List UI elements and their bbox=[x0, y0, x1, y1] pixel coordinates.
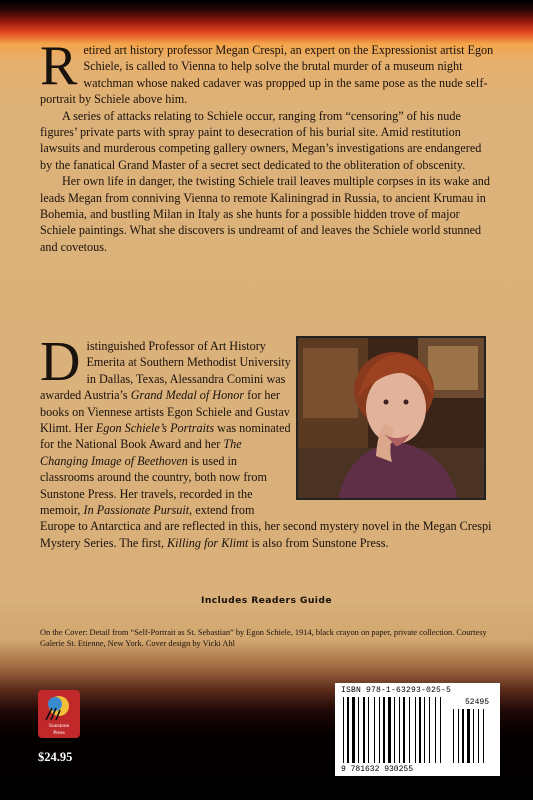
synopsis bbox=[40, 35, 494, 255]
barcode-bars bbox=[335, 683, 500, 776]
synopsis-paragraph-2: A series of attacks relating to Schiele occur, ranging from “censoring” of his nude figures’ private parts with spray paint to desecration of his burial site. Amid restitution lawsuits and murderous competing gallery owners, Megan’s investigations are endangered by the fanatical Grand Master of a secret sect dedicated to the obliteration of obscenity. bbox=[40, 108, 482, 172]
sunstone-logo-icon bbox=[38, 690, 80, 738]
dropcap-r: R bbox=[40, 35, 78, 97]
synopsis-paragraph-3: Her own life in danger, the twisting Schiele trail leaves multiple corpses in its wake and leads Megan from conniving Vienna to remote Kaliningrad in Russia, to ancient Krumau in Bohemia, and bustling Milan in Italy as she hunts for a possible hidden trove of major Schiele paintings. What she discovers is undreamt of and leaves the Schiele world stunned and covetous. bbox=[40, 174, 490, 254]
isbn-barcode bbox=[335, 683, 500, 776]
isbn-label: ISBN 978-1-63293-025-5 bbox=[341, 686, 452, 695]
isbn-digits: 9 781632 930255 bbox=[341, 765, 414, 774]
svg-text:Press: Press bbox=[53, 730, 65, 736]
cover-credit: On the Cover: Detail from “Self-Portrait as St. Sebastian” by Egon Schiele, 1914, black crayon on paper, private collection. Courtesy Galerie St. Etienne, New York. Cover design by Vicki Ahl bbox=[40, 628, 487, 648]
sunstone-press-logo bbox=[38, 690, 80, 738]
price: $24.95 bbox=[38, 750, 73, 764]
readers-guide-note: Includes Readers Guide bbox=[201, 595, 332, 606]
price-code: 52495 bbox=[465, 698, 490, 707]
synopsis-paragraph-1: Retired art history professor Megan Crespi, an expert on the Expressionist artist Egon Schiele, is called to Vienna to help solve the brutal murder of a museum night watchman whose naked cadaver was propped up in the same pose as the nude self-portrait by Schiele above him. bbox=[40, 35, 494, 107]
svg-text:Sunstone: Sunstone bbox=[48, 723, 70, 729]
dropcap-d: D bbox=[40, 331, 81, 393]
author-bio: Distinguished Professor of Art History Emerita at Southern Methodist University in Dallas, Texas, Alessandra Comini was awarded Austria’s Grand Medal of Honor for her books on Viennese artists Egon Schiele and Gustav Klimt. Her Egon Schiele’s Portraits was nominated for the National Book Award and her The Changing Image of Beethoven is used in classrooms around the country, both now from Sunstone Press. Her travels, recorded in the memoir, In Passionate Pursuit, extend from Europe to Antarctica and are reflected in this, her second mystery novel in the Megan Crespi Mystery Series. The first, Killing for Klimt is also from Sunstone Press. bbox=[40, 331, 492, 550]
